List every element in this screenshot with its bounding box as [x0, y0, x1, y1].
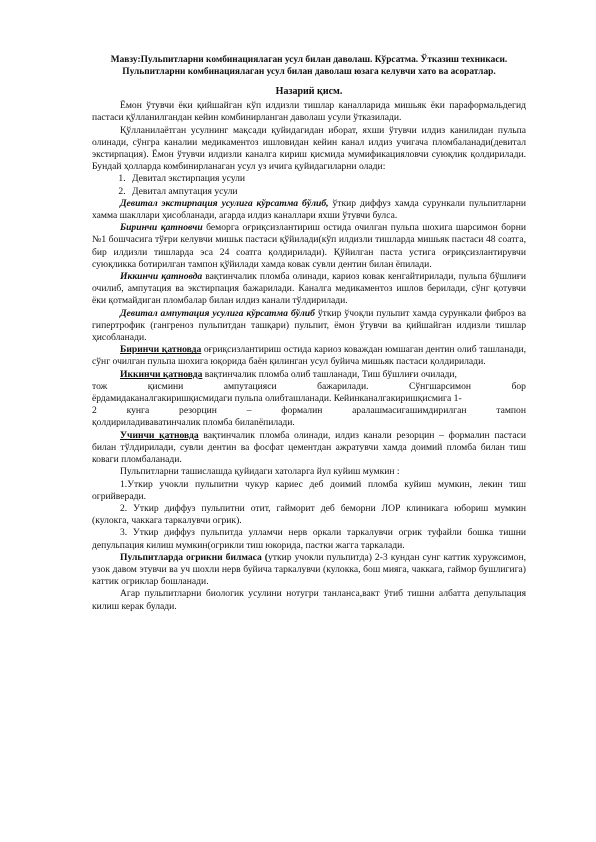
document-title	[92, 54, 526, 78]
paragraph-error-2: 2. Уткир диффуз пульпитни отит, гайморит деб беморни ЛОР клиникага юбориш мумкин (кулокга, чаккага таркалувчи огрик).	[92, 502, 526, 527]
word: резорцин	[179, 405, 217, 417]
section-heading: Назарий қисм.	[275, 86, 343, 97]
paragraph-first-visit-amputation	[92, 344, 526, 368]
visit-label: Биринчи қатновда	[120, 344, 202, 356]
paragraph-text: уткир учокли пульпитда) 2-3 кундан сунг каттик хуружсимон, узок давом этувчи ва уч шохли нерв буйича таркалувчи (кулокка, бош мияга, чаккага, гаймор бушлигига) каттик огриклар бошланади.	[92, 551, 526, 588]
paragraph-errors-intro: Пульпитларни ташислашда қуйидаги хатоларга йул куйиш мумкин :	[120, 466, 400, 478]
paragraph-devital-extirpation	[92, 198, 526, 222]
paragraph-text: вақтинчалик пломба олинади, илдиз канали резорцин – формалин пастаси билан тўлдирилади, сувли дентин ва фосфат цементдан ажратувчи хамда доимий пломба билан тиш коваги пломбаланади.	[92, 429, 526, 466]
paragraph-conclusion: Агар пульпитларни биологик усулини нотугри танланса,вакт ўтиб тишни албатта депульпация килиш керак булади.	[92, 588, 526, 612]
method-list	[92, 173, 526, 197]
word: бор	[511, 380, 526, 392]
word: 2	[92, 405, 97, 417]
paragraph-first-visit	[92, 222, 526, 271]
bold-phrase: Пульпитларда огрикни билмаса (	[120, 551, 268, 563]
word: –	[246, 405, 252, 417]
title-line-1: Мавзу:Пульпитларни комбинациялаган усул билан даволаш. Кўрсатма. Ўтказиш техникаси.	[110, 55, 508, 65]
word: кунга	[126, 405, 150, 417]
paragraph-text: ўткир ўчоқли пульпит хамда сурункали фиброз ва гипертрофик (гангреноз пульпитдан ташқари) пульпит, ёмон ўтувчи ва қийшайган илдизли тишлар ҳисобланади.	[92, 307, 526, 344]
paragraph-line: ёрдамидаканалгакиришқисмидаги пульпа олибташланади. Кейинканалгакиришқисмига 1-	[92, 393, 462, 405]
bold-phrase: Девитал экстирпация усулига кўрсатма бўлиб,	[120, 197, 329, 209]
paragraph-third-visit	[92, 430, 526, 467]
word: тампон	[496, 405, 526, 417]
visit-label: Биринчи қатновчи	[120, 222, 203, 234]
paragraph-line	[92, 381, 526, 393]
paragraph-complications	[92, 552, 526, 589]
list-item: 2. Девитал ампутация усули	[128, 186, 526, 198]
visit-label: Иккинчи қатновда	[120, 368, 203, 380]
word: тож	[92, 380, 108, 392]
paragraph-text: вақтинчалик пломба олинади, кариоз ковак кенгайтирилади, пульпа бўшлиғи очилиб, ампутация ва экстирпация бажарилади. Каналга медикаментоз ишлов берилади, сўнг қотувчи ёки қотмайдиган пломбалар билан илдиз канали тўлдирилади.	[92, 271, 526, 307]
word: формалин	[281, 405, 323, 417]
paragraph-second-visit-amputation	[92, 369, 526, 430]
list-item: 1. Девитал экстирпация усули	[128, 173, 526, 185]
word: ампутацияси	[223, 380, 277, 392]
paragraph-intro: Ёмон ўтувчи ёки қийшайган кўп илдизли тишлар каналларида мишьяк ёки параформальдегид пастаси қўлланилгандан кейин комбинирланган даволаш усули ўтказилади.	[92, 100, 526, 124]
visit-label: Иккинчи қатновда	[120, 271, 203, 283]
word: қисмини	[147, 380, 184, 392]
title-line-2: Пульпитларни комбинациялаган усул билан даволаш юзага келувчи хато ва асоратлар.	[122, 67, 496, 77]
bold-phrase: Девитал ампутация усулига кўрсатма бўлиб	[120, 307, 315, 319]
paragraph-error-1: 1.Уткир учокли пульпитни чукур кариес деб доимий пломба куйиш мумкин, лекин тиш огрийверади.	[92, 478, 526, 502]
paragraph-text: вақтинчалик пломба олиб ташланади, Тиш бўшлиғи очилади,	[202, 368, 457, 380]
paragraph-text: беморга оғриқсизлантириш остида очилган пульпа шохига шарсимон борни №1 бошчасига тўғри келувчи мишьк пастаси қўйилади(кўп илдизли тишларда мишьяк пастаси 48 соатга, бир илдизли тишларда эса 24 соатга қолдирилади). Қўйилган паста устига оғриқсизлантирувчи суюқликка ботирилган тампон қўйилади хамда ковак сувли дентин билан ёпилади.	[92, 222, 526, 270]
paragraph-second-visit	[92, 271, 526, 308]
paragraph-line: қолдириладиваватинчалик пломба билаnёпилади.	[92, 417, 295, 429]
visit-label: Учинчи қатновда	[120, 429, 199, 441]
paragraph-purpose: Қўлланилаётган усулнинг мақсади қуйидагидан иборат, яхши ўтувчи илдиз канилидан пульпа олинади, сўнгра каналии медикаментоз ишловидан кейин канал илдиз учигача пломбаланади(девитал экстирпация). Ёмон ўтувчи илдизли каналга кириш қисмида мумификацияловчи суюқлик қолдирилади. Бундай ҳолларда комбинирланаган усул уз ичига қуйидагиларни олади:	[92, 124, 526, 173]
word: Сўнгшарсимон	[408, 380, 472, 392]
word: бажарилади.	[317, 380, 369, 392]
document-page	[92, 54, 526, 613]
paragraph-devital-amputation	[92, 308, 526, 345]
paragraph-error-3: 3. Уткир диффуз пульпитда улламчи нерв оркали таркалувчи огрик туфайли бошка тишни депульпация килиш мумкин(огрикли тиш юкорида, пастки жагга таркалади.	[92, 527, 526, 551]
word: аралашмасигашимдирилган	[352, 405, 467, 417]
paragraph-text: ўткир диффуз хамда сурункали пульпитларни хамма шакллари ҳисобланади, агарда илдиз каналлари яхши ўтувчи булса.	[92, 197, 526, 222]
paragraph-line	[92, 369, 526, 381]
paragraph-text: оғриқсизлантириш остида кариоз коваждан юмшаган дентин олиб ташланади, сўнг очилган пульпа шохига юқорида баён қилинган усул буйича мишьяк пастаси қолдирилади.	[92, 344, 526, 368]
paragraph-line	[92, 405, 526, 417]
